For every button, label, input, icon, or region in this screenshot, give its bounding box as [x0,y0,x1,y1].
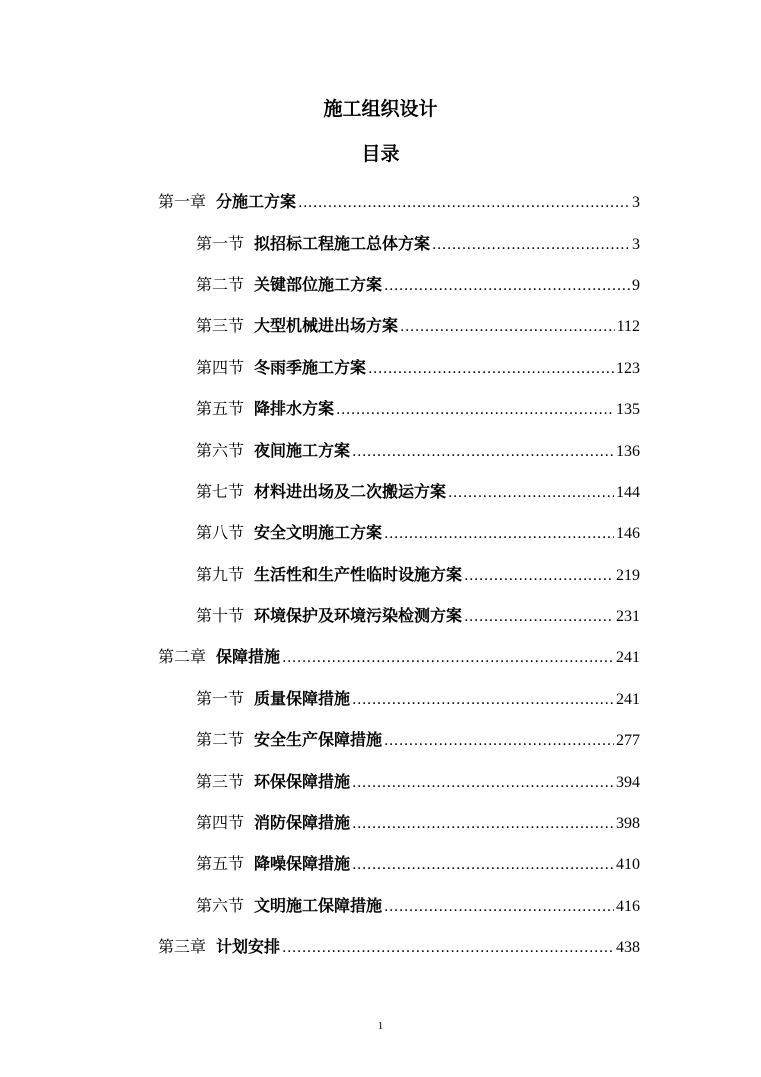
toc-entry-title: 降噪保障措施 [254,854,351,874]
page-number: 1 [377,1020,384,1032]
toc-page-number: 9 [632,276,640,294]
toc-entry-line [196,686,640,709]
toc-entry-title: 材料进出场及二次搬运方案 [254,481,447,501]
toc-page-number: 146 [616,525,640,543]
toc-dot-leader [352,857,614,873]
toc-page-number: 394 [616,773,640,791]
toc-entry-label: 第三节 [196,316,245,336]
toc-dot-leader [400,319,615,335]
toc-dot-leader [352,775,614,791]
toc-entry-label: 第四节 [196,357,245,377]
toc-page-number: 438 [616,939,640,957]
document-title: 施工组织设计 [323,98,438,120]
toc-entry-label: 第八节 [196,523,245,543]
toc-dot-leader [336,402,614,418]
toc-section-entry[interactable] [0,263,761,304]
toc-entry-line [196,396,640,419]
table-of-contents [0,180,761,966]
toc-entry-line [196,479,640,502]
toc-page-number: 231 [616,608,640,626]
toc-section-entry[interactable] [0,677,761,718]
toc-entry-line [196,851,640,874]
toc-section-entry[interactable] [0,304,761,345]
toc-section-entry[interactable] [0,221,761,262]
toc-dot-leader [384,899,614,915]
toc-page-number: 135 [616,401,640,419]
toc-section-entry[interactable] [0,842,761,883]
toc-entry-title: 关键部位施工方案 [254,274,383,294]
toc-entry-line [196,727,640,750]
toc-entry-title: 大型机械进出场方案 [254,316,399,336]
toc-entry-line [196,272,640,295]
toc-dot-leader [352,444,614,460]
toc-entry-label: 第六节 [196,895,245,915]
toc-page-number: 3 [632,194,640,212]
toc-section-entry[interactable] [0,387,761,428]
toc-dot-leader [352,692,614,708]
toc-section-entry[interactable] [0,801,761,842]
toc-entry-title: 文明施工保障措施 [254,895,383,915]
toc-entry-label: 第四节 [196,813,245,833]
toc-entry-label: 第五节 [196,854,245,874]
toc-dot-leader [282,940,614,956]
toc-dot-leader [432,237,630,253]
toc-dot-leader [282,650,614,666]
toc-entry-line [196,520,640,543]
toc-entry-title: 拟招标工程施工总体方案 [254,233,431,253]
toc-entry-line [196,810,640,833]
toc-page-number: 219 [616,566,640,584]
toc-entry-title: 降排水方案 [254,399,335,419]
toc-entry-label: 第一节 [196,688,245,708]
toc-dot-leader [448,485,614,501]
toc-dot-leader [384,526,614,542]
toc-entry-label: 第五节 [196,399,245,419]
toc-entry-title: 消防保障措施 [254,813,351,833]
toc-entry-label: 第九节 [196,564,245,584]
toc-entry-title: 分施工方案 [216,192,297,212]
toc-entry-title: 计划安排 [216,937,281,957]
toc-entry-label: 第三节 [196,771,245,791]
toc-entry-title: 夜间施工方案 [254,440,351,460]
toc-entry-line [158,934,640,957]
toc-entry-label: 第一节 [196,233,245,253]
toc-page-number: 277 [616,732,640,750]
toc-entry-label: 第三章 [158,937,207,957]
toc-page-number: 112 [616,318,640,336]
toc-page-number: 3 [632,235,640,253]
toc-entry-title: 质量保障措施 [254,688,351,708]
toc-page-number: 123 [616,359,640,377]
toc-dot-leader [352,816,614,832]
toc-entry-label: 第十节 [196,606,245,626]
toc-page-number: 241 [616,649,640,667]
toc-entry-line [158,189,640,212]
toc-chapter-entry[interactable] [0,925,761,966]
toc-section-entry[interactable] [0,553,761,594]
toc-heading: 目录 [361,143,400,165]
toc-entry-line [196,893,640,916]
toc-entry-line [196,313,640,336]
toc-section-entry[interactable] [0,346,761,387]
toc-entry-line [196,562,640,585]
toc-section-entry[interactable] [0,884,761,925]
toc-entry-title: 安全文明施工方案 [254,523,383,543]
toc-entry-line [196,231,640,254]
toc-entry-line [158,644,640,667]
toc-dot-leader [384,278,630,294]
toc-entry-line [196,769,640,792]
toc-entry-title: 环保保障措施 [254,771,351,791]
toc-dot-leader [298,195,630,211]
toc-page-number: 136 [616,442,640,460]
toc-chapter-entry[interactable] [0,635,761,676]
toc-entry-title: 生活性和生产性临时设施方案 [254,564,463,584]
toc-page-number: 410 [616,856,640,874]
toc-dot-leader [368,361,614,377]
toc-entry-label: 第二节 [196,274,245,294]
toc-page-number: 144 [616,483,640,501]
toc-section-entry[interactable] [0,428,761,469]
toc-page-number: 241 [616,690,640,708]
toc-section-entry[interactable] [0,594,761,635]
toc-section-entry[interactable] [0,759,761,800]
toc-dot-leader [384,733,614,749]
toc-section-entry[interactable] [0,511,761,552]
toc-entry-label: 第二节 [196,730,245,750]
toc-entry-label: 第二章 [158,647,207,667]
toc-page-number: 398 [616,815,640,833]
toc-entry-title: 安全生产保障措施 [254,730,383,750]
toc-chapter-entry[interactable] [0,180,761,221]
toc-entry-label: 第一章 [158,192,207,212]
toc-entry-line [196,603,640,626]
toc-entry-title: 冬雨季施工方案 [254,357,367,377]
toc-page-number: 416 [616,897,640,915]
toc-entry-line [196,438,640,461]
toc-entry-label: 第六节 [196,440,245,460]
toc-entry-title: 环境保护及环境污染检测方案 [254,606,463,626]
toc-dot-leader [464,568,614,584]
toc-entry-label: 第七节 [196,481,245,501]
toc-entry-line [196,355,640,378]
toc-entry-title: 保障措施 [216,647,281,667]
toc-dot-leader [464,609,614,625]
toc-section-entry[interactable] [0,718,761,759]
toc-section-entry[interactable] [0,470,761,511]
